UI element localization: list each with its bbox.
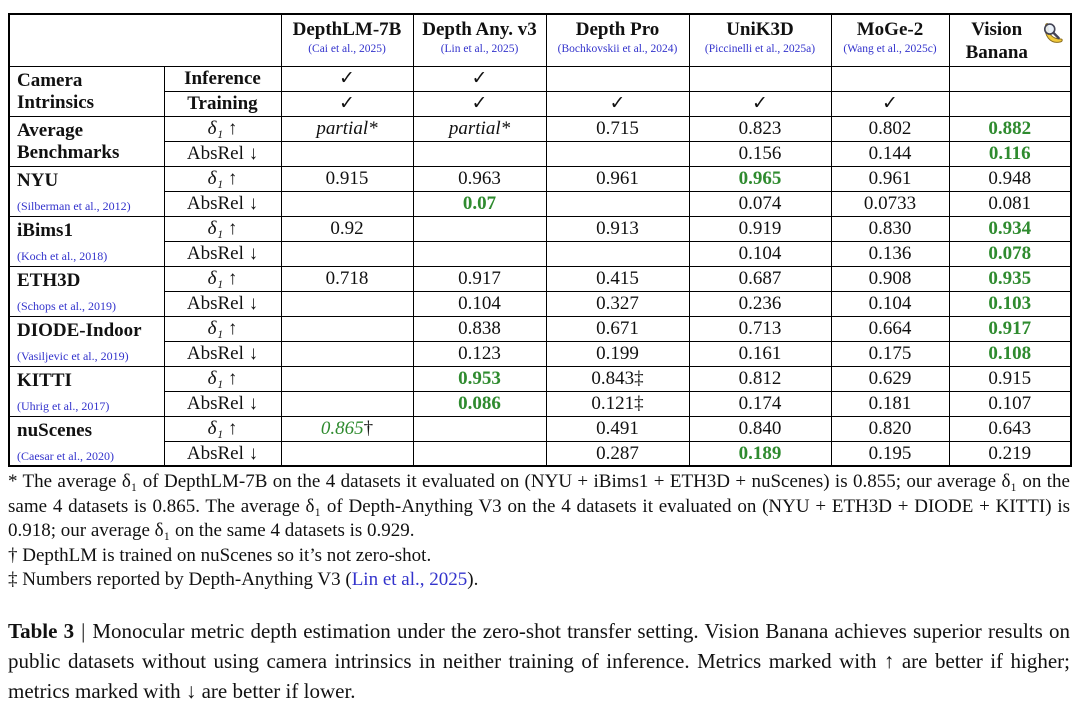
value-cell: 0.181	[831, 391, 949, 416]
model-name: DepthLM-7B	[292, 19, 402, 40]
value-cell	[546, 241, 689, 266]
metric-label-delta1: δ₁ ↑	[164, 116, 281, 141]
value-cell-best: 0.103	[949, 291, 1071, 316]
value-cell: 0.718	[281, 266, 413, 291]
value-cell	[281, 391, 413, 416]
value-cell: partial*	[281, 116, 413, 141]
value-cell	[413, 241, 546, 266]
footnote-double-dagger	[8, 568, 1070, 593]
value-cell: 0.915	[949, 366, 1071, 391]
value-cell: 0.671	[546, 316, 689, 341]
table-row	[9, 441, 1071, 466]
metric-label-absrel: AbsRel ↓	[164, 291, 281, 316]
value-cell	[281, 191, 413, 216]
footnote-dagger: † DepthLM is trained on nuScenes so it’s not zero-shot.	[8, 544, 432, 566]
metric-label-delta1: δ₁ ↑	[164, 266, 281, 291]
value-cell: 0.919	[689, 216, 831, 241]
table-row	[9, 391, 1071, 416]
footnote-star: * The average δ₁ of DepthLM-7B on the 4 datasets it evaluated on (NYU + iBims1 + ETH3D + nuScenes) is 0.855; our average δ₁ on the same 4 datasets is 0.865. The average δ₁ of Depth-Anything V3 on the 4 datasets it evaluated on (NYU + ETH3D + DIODE + KITTI) is 0.918; our average δ₁ on the same 4 datasets is 0.929.	[8, 471, 1070, 541]
caption-text: Monocular metric depth estimation under the zero-shot transfer setting. Vision Banana achieves superior results on public datasets without using camera intrinsics in neither training of inference. Metrics marked with ↑ are better if higher; metrics marked with ↓ are better if lower.	[8, 618, 1070, 703]
footnote-text: ).	[467, 569, 479, 590]
group-label-line: Benchmarks	[17, 141, 120, 163]
group-label-camera-intrinsics	[9, 66, 164, 116]
dagger-marker: †	[363, 418, 374, 439]
model-citation[interactable]: (Wang et al., 2025c)	[843, 43, 937, 55]
group-label-average-benchmarks	[9, 116, 164, 166]
value-cell: 0.287	[546, 441, 689, 466]
value-cell	[281, 316, 413, 341]
value-cell-best: 0.086	[413, 391, 546, 416]
value-cell: 0.629	[831, 366, 949, 391]
dataset-citation[interactable]: (Silberman et al., 2012)	[17, 198, 131, 213]
value-cell: 0.074	[689, 191, 831, 216]
table-row	[9, 166, 1071, 191]
column-header-moge-2	[831, 14, 949, 66]
value-cell	[281, 141, 413, 166]
value-cell	[831, 66, 949, 91]
header-row	[9, 14, 1071, 66]
value-cell: 0.715	[546, 116, 689, 141]
value-cell: 0.961	[546, 166, 689, 191]
value-cell: 0.104	[831, 291, 949, 316]
value-cell: 0.327	[546, 291, 689, 316]
value-cell: 0.236	[689, 291, 831, 316]
caption-separator: |	[81, 618, 86, 643]
dataset-name: NYU	[17, 169, 59, 191]
value-cell: 0.948	[949, 166, 1071, 191]
value-cell	[281, 341, 413, 366]
value-cell: 0.491	[546, 416, 689, 441]
value-cell-with-dagger	[281, 416, 413, 441]
value-cell: ✓	[413, 91, 546, 116]
value-cell-best: 0.189	[689, 441, 831, 466]
value-cell: 0.963	[413, 166, 546, 191]
value-cell: 0.121‡	[546, 391, 689, 416]
value-cell: ✓	[831, 91, 949, 116]
group-label-line: Average	[17, 119, 84, 141]
value-cell: 0.913	[546, 216, 689, 241]
banana-magnifier-icon	[1040, 20, 1066, 46]
table-row	[9, 216, 1071, 241]
table-row	[9, 266, 1071, 291]
value-cell: 0.144	[831, 141, 949, 166]
dataset-citation[interactable]: (Koch et al., 2018)	[17, 248, 108, 263]
value-cell-best: 0.07	[413, 191, 546, 216]
value-cell: ✓	[413, 66, 546, 91]
value-cell: 0.175	[831, 341, 949, 366]
value-cell: 0.917	[413, 266, 546, 291]
value-cell	[281, 366, 413, 391]
value-cell: 0.123	[413, 341, 546, 366]
metric-label-delta1: δ₁ ↑	[164, 216, 281, 241]
value-cell: 0.961	[831, 166, 949, 191]
dataset-label-nuscenes	[9, 416, 164, 466]
value-cell: 0.802	[831, 116, 949, 141]
column-header-unik3d	[689, 14, 831, 66]
value-cell-best: 0.116	[949, 141, 1071, 166]
model-name: Vision Banana	[965, 19, 1028, 63]
value-cell-best: 0.917	[949, 316, 1071, 341]
value-green-italic: 0.865	[320, 418, 364, 439]
value-cell: ✓	[281, 91, 413, 116]
value-cell: 0.812	[689, 366, 831, 391]
dataset-citation[interactable]: (Schops et al., 2019)	[17, 298, 116, 313]
value-cell-best: 0.935	[949, 266, 1071, 291]
model-citation[interactable]: (Bochkovskii et al., 2024)	[557, 43, 678, 55]
results-table	[8, 13, 1072, 467]
value-cell	[689, 66, 831, 91]
table-row	[9, 416, 1071, 441]
metric-label-absrel: AbsRel ↓	[164, 241, 281, 266]
dataset-name: iBims1	[17, 219, 73, 241]
value-cell: 0.174	[689, 391, 831, 416]
corner-cell	[9, 14, 281, 66]
metric-label-delta1: δ₁ ↑	[164, 316, 281, 341]
value-cell: 0.830	[831, 216, 949, 241]
value-cell: 0.713	[689, 316, 831, 341]
value-cell: 0.687	[689, 266, 831, 291]
value-cell	[281, 441, 413, 466]
value-cell	[546, 141, 689, 166]
metric-label-absrel: AbsRel ↓	[164, 141, 281, 166]
column-header-vision-banana	[949, 14, 1071, 66]
value-cell	[281, 241, 413, 266]
table-row	[9, 316, 1071, 341]
column-header-depthlm-7b	[281, 14, 413, 66]
value-cell: 0.161	[689, 341, 831, 366]
table-row	[9, 241, 1071, 266]
citation-link-lin-2025[interactable]: Lin et al., 2025	[351, 569, 468, 590]
value-cell: 0.104	[689, 241, 831, 266]
value-cell: 0.820	[831, 416, 949, 441]
metric-label-absrel: AbsRel ↓	[164, 441, 281, 466]
table-row	[9, 66, 1071, 91]
value-cell: 0.104	[413, 291, 546, 316]
value-cell-best: 0.882	[949, 116, 1071, 141]
row-label-inference: Inference	[164, 66, 281, 91]
model-citation[interactable]: (Piccinelli et al., 2025a)	[704, 43, 816, 55]
value-cell: 0.415	[546, 266, 689, 291]
value-cell	[281, 291, 413, 316]
metric-label-absrel: AbsRel ↓	[164, 341, 281, 366]
dataset-name: DIODE-Indoor	[17, 319, 142, 341]
value-cell-best: 0.078	[949, 241, 1071, 266]
column-header-depth-pro	[546, 14, 689, 66]
value-cell: partial*	[413, 116, 546, 141]
table-row	[9, 341, 1071, 366]
metric-label-delta1: δ₁ ↑	[164, 366, 281, 391]
dataset-label-kitti	[9, 366, 164, 416]
value-cell: 0.0733	[831, 191, 949, 216]
value-cell-best: 0.965	[689, 166, 831, 191]
table-caption	[8, 616, 1070, 706]
value-cell	[413, 441, 546, 466]
footnotes	[8, 470, 1070, 593]
table-row	[9, 91, 1071, 116]
dataset-label-eth3d	[9, 266, 164, 316]
value-cell: ✓	[281, 66, 413, 91]
dataset-citation[interactable]: (Caesar et al., 2020)	[17, 448, 114, 463]
value-cell-best: 0.934	[949, 216, 1071, 241]
value-cell: 0.915	[281, 166, 413, 191]
metric-label-absrel: AbsRel ↓	[164, 391, 281, 416]
dataset-name: KITTI	[17, 369, 72, 391]
value-cell: 0.823	[689, 116, 831, 141]
model-name: MoGe-2	[856, 19, 924, 40]
dataset-label-ibims1	[9, 216, 164, 266]
value-cell	[413, 416, 546, 441]
value-cell	[949, 91, 1071, 116]
dataset-name: nuScenes	[17, 419, 92, 441]
value-cell	[413, 141, 546, 166]
value-cell	[546, 66, 689, 91]
value-cell: 0.199	[546, 341, 689, 366]
value-cell: 0.107	[949, 391, 1071, 416]
value-cell: 0.664	[831, 316, 949, 341]
value-cell-best: 0.108	[949, 341, 1071, 366]
value-cell: 0.843‡	[546, 366, 689, 391]
value-cell: ✓	[689, 91, 831, 116]
group-label-line: Intrinsics	[17, 91, 95, 113]
dataset-citation[interactable]: (Uhrig et al., 2017)	[17, 398, 110, 413]
model-citation[interactable]: (Cai et al., 2025)	[308, 43, 386, 55]
value-cell-best: 0.953	[413, 366, 546, 391]
table-row	[9, 291, 1071, 316]
table-row	[9, 366, 1071, 391]
model-name: UniK3D	[726, 19, 794, 40]
model-name: Depth Pro	[575, 19, 660, 40]
value-cell	[949, 66, 1071, 91]
metric-label-absrel: AbsRel ↓	[164, 191, 281, 216]
value-cell: 0.92	[281, 216, 413, 241]
value-cell: 0.643	[949, 416, 1071, 441]
value-cell: 0.838	[413, 316, 546, 341]
metric-label-delta1: δ₁ ↑	[164, 416, 281, 441]
value-cell: 0.156	[689, 141, 831, 166]
value-cell: 0.908	[831, 266, 949, 291]
value-cell: 0.840	[689, 416, 831, 441]
dataset-label-diode-indoor	[9, 316, 164, 366]
model-citation[interactable]: (Lin et al., 2025)	[440, 43, 519, 55]
metric-label-delta1: δ₁ ↑	[164, 166, 281, 191]
column-header-depth-any-v3	[413, 14, 546, 66]
footnote-text: ‡ Numbers reported by Depth-Anything V3 (	[8, 569, 352, 590]
value-cell: 0.136	[831, 241, 949, 266]
value-cell: 0.195	[831, 441, 949, 466]
table-row	[9, 141, 1071, 166]
model-name: Depth Any. v3	[422, 19, 537, 40]
caption-label: Table 3	[8, 618, 75, 643]
value-cell: ✓	[546, 91, 689, 116]
table-row	[9, 116, 1071, 141]
group-label-line: Camera	[17, 69, 83, 91]
dataset-label-nyu	[9, 166, 164, 216]
value-cell: 0.219	[949, 441, 1071, 466]
table-row	[9, 191, 1071, 216]
dataset-name: ETH3D	[17, 269, 81, 291]
dataset-citation[interactable]: (Vasiljevic et al., 2019)	[17, 348, 129, 363]
value-cell	[413, 216, 546, 241]
value-cell	[546, 191, 689, 216]
row-label-training: Training	[164, 91, 281, 116]
value-cell: 0.081	[949, 191, 1071, 216]
